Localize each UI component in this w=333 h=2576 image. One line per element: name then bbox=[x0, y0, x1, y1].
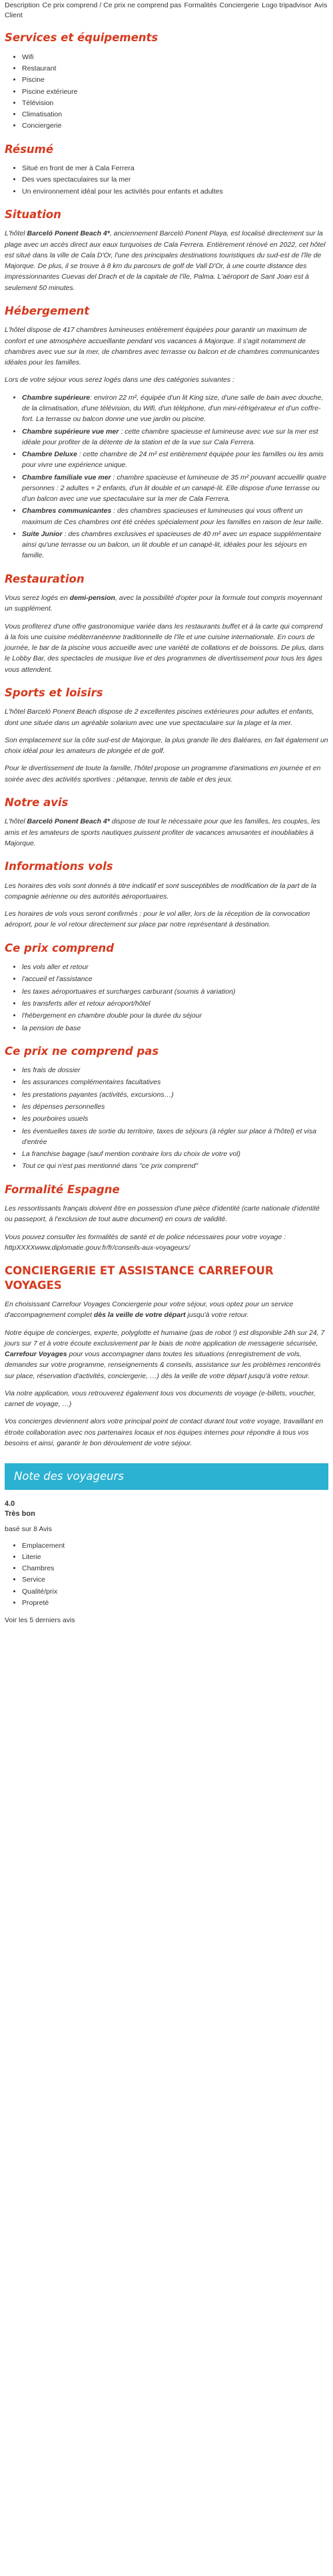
prix-comprend-title: Ce prix comprend bbox=[5, 941, 115, 954]
room-item bbox=[22, 426, 328, 448]
formalite-title: Formalité Espagne bbox=[5, 1183, 120, 1196]
notre-avis-text bbox=[5, 816, 328, 849]
rating-criterion-item: • Chambres bbox=[22, 1563, 328, 1574]
room-item bbox=[22, 449, 328, 471]
hebergement-intro: L'hôtel dispose de 417 chambres lumineuses entièrement équipées pour garantir un maximum de confort et une atmosphère accueillante pendant vos vacances à Majorque. Il s'agit notamment de chambres avec vue sur la mer, de chambres avec terrasse ou balcon et de chambres communicantes idéales pour les familles. bbox=[5, 326, 320, 367]
sports-title: Sports et loisirs bbox=[5, 686, 103, 699]
see-last-reviews-link[interactable]: Voir les 5 derniers avis bbox=[5, 1616, 75, 1625]
situation-title: Situation bbox=[5, 208, 61, 221]
conciergerie-p2 bbox=[5, 1328, 328, 1381]
notre-avis-post: dispose de tout le nécessaire pour que les familles, les couples, les amis et les amateurs de sports nautiques puissent profiter de vacances amusantes et inoubliables à Majorque. bbox=[5, 817, 320, 847]
rating-criterion-item: • Propreté bbox=[22, 1598, 328, 1608]
situation-text-pre: L'hôtel bbox=[5, 229, 27, 238]
room-item bbox=[22, 392, 328, 425]
room-name: Chambre supérieure vue mer bbox=[22, 427, 119, 436]
situation-text bbox=[5, 228, 328, 293]
room-item bbox=[22, 472, 328, 505]
room-item bbox=[22, 505, 328, 527]
service-item: • Piscine bbox=[22, 74, 328, 85]
room-description: : cette chambre de 24 m² est entièrement équipée pour les familles ou les amis pour vivre une expérience unique. bbox=[22, 450, 324, 470]
prix-comprend-item: • la pension de base bbox=[22, 1023, 328, 1034]
rating-criterion-item: • Service bbox=[22, 1574, 328, 1585]
prix-ne-comprend-list bbox=[5, 1065, 328, 1171]
conciergerie-p1-pre: En choisissant Carrefour Voyages Conciergerie pour votre séjour, vous optez pour un service d'accompagnement complet bbox=[5, 1300, 294, 1320]
hebergement-title: Hébergement bbox=[5, 304, 90, 317]
service-item: • Wifi bbox=[22, 52, 328, 63]
nav-link-ce-prix-comprend-ce-prix-ne-comprend-pas[interactable]: Ce prix comprend / Ce prix ne comprend pas bbox=[42, 1, 182, 9]
situation-hotel-name: Barceló Ponent Beach 4* bbox=[27, 229, 110, 238]
rating-criterion-item: • Qualité/prix bbox=[22, 1586, 328, 1597]
room-item bbox=[22, 529, 328, 561]
nav-link-conciergerie[interactable]: Conciergerie bbox=[219, 1, 260, 9]
services-list bbox=[5, 52, 328, 132]
room-name: Chambre familiale vue mer bbox=[22, 473, 111, 482]
conciergerie-p4: Vos concierges deviennent alors votre principal point de contact durant tout votre voyage, travaillant en étroite collaboration avec nos partenaires locaux et nos équipes internes pour répondre à tous vos besoins et ainsi, garantir le bon déroulement de votre séjour. bbox=[5, 1417, 324, 1447]
rating-score: 4.0 bbox=[5, 1499, 15, 1508]
notre-avis-pre: L'hôtel bbox=[5, 817, 27, 826]
room-name: Suite Junior bbox=[22, 529, 63, 538]
room-description: : des chambres exclusives et spacieuses de 40 m² avec un espace supplémentaire ainsi qu'une terrasse ou un balcon, un lit double et un canapé-lit, idéales pour les séjours en famille. bbox=[22, 529, 322, 560]
room-description: : chambre spacieuse et lumineuse de 35 m² pouvant accueillir quatre personnes : 2 adultes + 2 enfants, d'un lit double et un canapé-lit. Elle dispose d'une terrasse ou d'un balcon avec une vue spectaculaire sur la mer de Cala Ferrera. bbox=[22, 473, 326, 503]
nav-link-avis-client[interactable]: Avis Client bbox=[5, 1, 328, 19]
restauration-p1 bbox=[5, 593, 328, 615]
restauration-p2: Vous profiterez d'une offre gastronomique variée dans les restaurants buffet et à la carte qui comprend à la fois une cuisine méditerranéenne traditionnelle de l'île et une cuisine internationale. En cours de journée, le bar de la piscine vous accueille avec une variété de collations et de boissons. De plus, dans le Lobby Bar, des spectacles de musique live et des programmes de divertissement pour tous les âges vous attendent. bbox=[5, 622, 324, 674]
prix-comprend-item: • les vols aller et retour bbox=[22, 962, 328, 972]
prix-ne-comprend-item: • La franchise bagage (sauf mention contraire lors du choix de votre vol) bbox=[22, 1149, 328, 1159]
prix-ne-comprend-item: • les assurances complémentaires facultatives bbox=[22, 1077, 328, 1087]
restauration-pre: Vous serez logés en bbox=[5, 594, 70, 603]
conciergerie-p2-post: pour vous accompagner dans toutes les situations (enregistrement de vols, demandes sur votre programme, renseignements & conseils, assistance sur les problèmes rencontrés sur place, réservation d'activités, conciergerie, …) dès la veille de votre départ jusqu'à votre retour. bbox=[5, 1350, 321, 1380]
service-item: • Conciergerie bbox=[22, 120, 328, 131]
prix-ne-comprend-item: • les pourboires usuels bbox=[22, 1113, 328, 1124]
restauration-title: Restauration bbox=[5, 572, 85, 585]
conciergerie-p3: Via notre application, vous retrouverez également tous vos documents de voyage (e-billets, voucher, carnet de voyage, …) bbox=[5, 1389, 316, 1409]
infos-vols-title: Informations vols bbox=[5, 860, 113, 873]
resume-item: • Situé en front de mer à Cala Ferrera bbox=[22, 163, 328, 174]
sports-p2: Son emplacement sur la côte sud-est de Majorque, la plus grande île des Baléares, en fait également un choix idéal pour les amateurs de plongée et de golf. bbox=[5, 736, 328, 756]
conciergerie-p2-bold: Carrefour Voyages bbox=[5, 1350, 67, 1359]
conciergerie-p1-post: jusqu'à votre retour. bbox=[185, 1311, 249, 1320]
formalite-p2: Vous pouvez consulter les formalités de santé et de police nécessaires pour votre voyage : httpXXXXwww.diplomatie.gouv.fr/fr/conseils-aux-voyageurs/ bbox=[5, 1232, 286, 1252]
room-name: Chambres communicantes bbox=[22, 507, 112, 515]
restauration-post: , avec la possibilité d'opter pour la formule tout compris moyennant un supplément. bbox=[5, 594, 322, 613]
sports-p3: Pour le divertissement de toute la famille, l'hôtel propose un programme d'animations en journée et en soirée avec des activités sportives : pétanque, tennis de table et des jeux. bbox=[5, 764, 321, 784]
notre-avis-title: Notre avis bbox=[5, 796, 69, 809]
conciergerie-p2-pre: Notre équipe de concierges, experte, polyglotte et humaine (pas de robot !) est disponible 24h sur 24, 7 jours sur 7 et à votre écoute exclusivement par le biais de notre application de messagerie sécurisée, bbox=[5, 1328, 325, 1348]
resume-list bbox=[5, 163, 328, 197]
conciergerie-p1-bold: dès la veille de votre départ bbox=[93, 1311, 186, 1320]
prix-comprend-item: • les taxes aéroportuaires et surcharges carburant (soumis à variation) bbox=[22, 986, 328, 997]
prix-ne-comprend-title: Ce prix ne comprend pas bbox=[5, 1044, 159, 1058]
prix-ne-comprend-item: • les éventuelles taxes de sortie du territoire, taxes de séjours (à régler sur place à l'hôtel) et visa d'entrée bbox=[22, 1126, 328, 1148]
rating-based-on: basé sur 8 Avis bbox=[5, 1525, 53, 1534]
prix-ne-comprend-item: • les frais de dossier bbox=[22, 1065, 328, 1075]
rating-criteria-list bbox=[5, 1540, 328, 1609]
prix-comprend-item: • les transferts aller et retour aéroport/hôtel bbox=[22, 998, 328, 1009]
room-name: Chambre Deluxe bbox=[22, 450, 77, 459]
formalite-p1: Les ressortissants français doivent être en possession d'une pièce d'identité (carte nationale d'identité ou passeport, à l'exclusion de tout autre document) en cours de validité. bbox=[5, 1205, 320, 1224]
nav-link-description[interactable]: Description bbox=[5, 1, 40, 9]
service-item: • Télévision bbox=[22, 98, 328, 108]
rating-criterion-item: • Literie bbox=[22, 1552, 328, 1562]
resume-title: Résumé bbox=[5, 142, 54, 156]
prix-ne-comprend-item: • Tout ce qui n'est pas mentionné dans "ce prix comprend" bbox=[22, 1161, 328, 1171]
service-item: • Climatisation bbox=[22, 109, 328, 120]
conciergerie-title: CONCIERGERIE ET ASSISTANCE CARREFOUR VOYAGES bbox=[5, 1264, 274, 1292]
room-description: : environ 22 m², équipée d'un lit King size, d'une salle de bain avec douche, de la climatisation, d'une télévision, du Wifi, d'un téléphone, d'un mini-réfrigérateur et d'un coffre-fort. La terrasse ou balcon donne une vue jardin ou piscine. bbox=[22, 393, 324, 424]
notes-banner: Note des voyageurs bbox=[5, 1463, 328, 1490]
prix-comprend-item: • l'accueil et l'assistance bbox=[22, 974, 328, 984]
hebergement-lead: Lors de votre séjour vous serez logés dans une des catégories suivantes : bbox=[5, 376, 234, 384]
notre-avis-hotel-name: Barceló Ponent Beach 4* bbox=[27, 817, 110, 826]
prix-ne-comprend-item: • les prestations payantes (activités, excursions…) bbox=[22, 1089, 328, 1100]
rating-criterion-item: • Emplacement bbox=[22, 1540, 328, 1551]
sports-p1: L'hôtel Barceló Ponent Beach dispose de 2 excellentes piscines extérieures pour adultes et enfants, dont une située dans un agréable solarium avec une vue spectaculaire sur la plage et la mer. bbox=[5, 708, 314, 727]
infos-vols-p1: Les horaires des vols sont donnés à titre indicatif et sont susceptibles de modification de la part de la compagnie aérienne ou des autorités aéroportuaires. bbox=[5, 881, 317, 901]
nav-link-formalites[interactable]: Formalités bbox=[184, 1, 217, 9]
room-name: Chambre supérieure bbox=[22, 393, 91, 402]
room-description: : des chambres spacieuses et lumineuses qui vous offrent un maximum de Ces chambres ont été créées spécialement pour les familles en raison de leur taille. bbox=[22, 507, 324, 526]
resume-item: • Des vues spectaculaires sur la mer bbox=[22, 174, 328, 185]
top-navigation bbox=[5, 0, 328, 20]
prix-comprend-item: • l'hébergement en chambre double pour la durée du séjour bbox=[22, 1010, 328, 1021]
nav-link-logo-tripadvisor[interactable]: Logo tripadvisor bbox=[262, 1, 312, 9]
room-description: : cette chambre spacieuse et lumineuse avec vue sur la mer est idéale pour profiter de la détente de la station et de la vue sur Cala Ferrera. bbox=[22, 427, 318, 446]
conciergerie-p1 bbox=[5, 1299, 328, 1321]
service-item: • Piscine extérieure bbox=[22, 86, 328, 97]
service-item: • Restaurant bbox=[22, 63, 328, 74]
situation-text-post: , anciennement Barceló Ponent Playa, est localisé directement sur la plage avec un accès direct aux eaux turquoises de Cala Ferrera. Entièrement rénové en 2022, cet hôtel est situé dans la ville de Cala D'Or, l'une des principales destinations touristiques du sud-est de l'île de Majorque. De plus, il se trouve à 8 km du parcours de golf de Vall D'Or, à une courte distance des impressionnantes Cuevas del Drach et de la capitale de l'île, Palma. L'aéroport de Sant Joan est à seulement 50 minutes. bbox=[5, 229, 326, 292]
services-title: Services et équipements bbox=[5, 31, 159, 45]
rating-label: Très bon bbox=[5, 1509, 35, 1518]
prix-ne-comprend-item: • les dépenses personnelles bbox=[22, 1101, 328, 1112]
room-list bbox=[5, 392, 328, 561]
prix-comprend-list bbox=[5, 962, 328, 1034]
infos-vols-p2: Les horaires de vols vous seront confirmés : pour le vol aller, lors de la réception de la convocation aéroport, pour le vol retour directement sur place par notre représentant à destination. bbox=[5, 910, 310, 929]
restauration-formula: demi-pension bbox=[69, 594, 115, 603]
resume-item: • Un environnement idéal pour les activités pour enfants et adultes bbox=[22, 186, 328, 197]
